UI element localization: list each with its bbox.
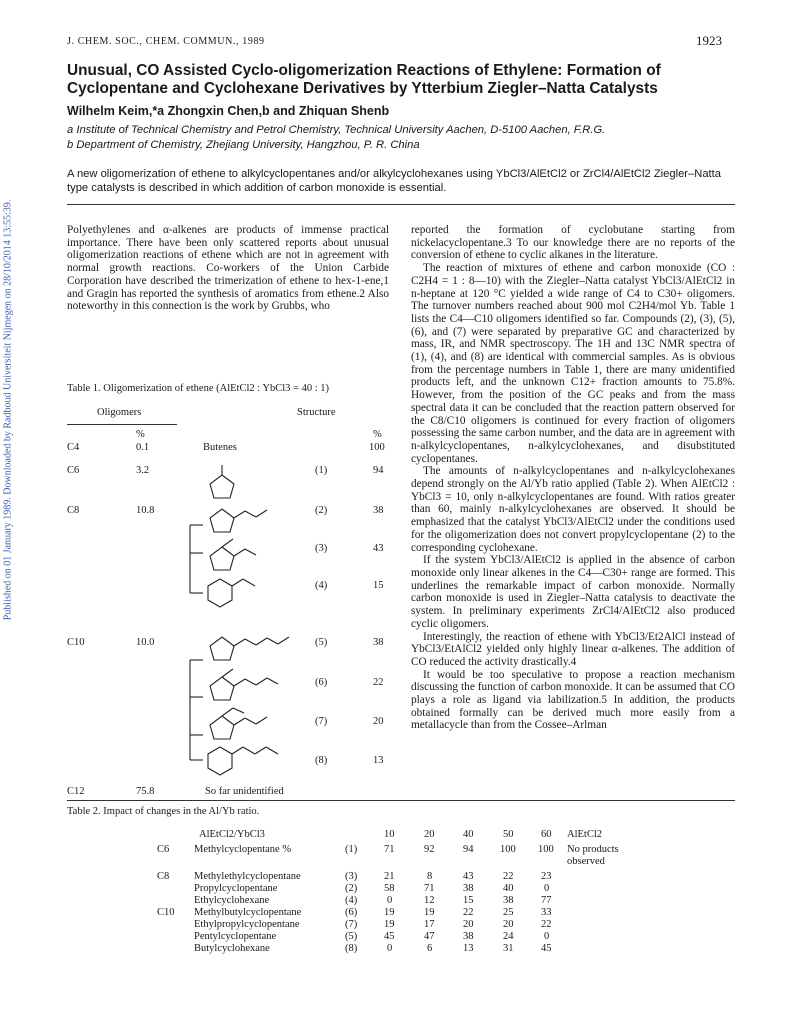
table2-cell: 24 <box>503 931 514 942</box>
table1-pct: 20 <box>373 716 384 727</box>
body-right-column <box>411 224 735 732</box>
table2-cell: 22 <box>463 907 474 918</box>
table2-cell: 77 <box>541 895 552 906</box>
table2-cell: 94 <box>463 844 474 855</box>
table2-cell: 13 <box>463 943 474 954</box>
page-number: 1923 <box>696 33 722 48</box>
table1-pct: 94 <box>373 465 384 476</box>
structure-8 <box>208 747 278 775</box>
table1-value: 10.0 <box>136 637 155 648</box>
table2-carbon: C6 <box>157 844 170 855</box>
table2-cell: 22 <box>541 919 552 930</box>
body-paragraph-3: The amounts of n-alkylcyclopentanes and n-alkylcyclohexanes depend strongly on the Al/Yb ratio applied (Table 2). When AlEtCl2 : YbCl3 = 10, only n-alkylcyclopentanes are found. With ratios greater than 60, mainly n-alkylcyclohexanes are observed. It should be emphasized that the catalyst YbCl3/AlEtCl2 under the conditions used for the oligomerization does not convert propylcyclopentane (2) to the corresponding cyclohexane. <box>411 465 735 554</box>
table1-label: (2) <box>315 505 328 516</box>
table2-ratio: 40 <box>463 829 474 840</box>
table2-cell: 45 <box>541 943 552 954</box>
body-paragraph-2: The reaction of mixtures of ethene and carbon monoxide (CO : C2H4 = 1 : 8—10) with the Ziegler–Natta catalyst YbCl3/AlEtCl2 in n-heptane at 120 °C yielded a wide range of C4 to C30+ oligomers. The turnover numbers reached about 900 mol C2H4/mol Yb. Table 1 lists the C4—C10 oligomers identified so far. Compounds (2), (3), (5), (6), and (7) were separated by preparative GC and characterized by mass, IR, and NMR spectroscopy. The 1H and 13C NMR spectra of (1), (4), and (8) are identical with commercial samples. As is obvious from the percentage numbers in Table 1, there are many unidentified products left, and the unknown C12+ fraction amounts to 75.8%. However, from the position of the GC peaks and from the mass spectral data it can be concluded that the reaction pattern observed for the C8/C10 oligomers is continued for every fraction of oligomers possessing the same carbon number, and the data are in agreement with n-alkylcyclopentanes, n-alkylcyclohexanes, and disubstituted cyclopentanes. <box>411 262 735 465</box>
table1-carbon: C6 <box>67 465 80 476</box>
intro-text <box>67 224 389 313</box>
table2-cell: 92 <box>424 844 435 855</box>
table2-cell: 100 <box>500 844 516 855</box>
table2-compound: Propylcyclopentane <box>194 883 278 894</box>
table2-compound: Methylethylcyclopentane <box>194 871 301 882</box>
table2-cell: 45 <box>384 931 395 942</box>
article-title: Unusual, CO Assisted Cyclo-oligomerization Reactions of Ethylene: Formation of Cyclopentane and Cyclohexane Derivatives by Ytterbium Ziegler–Natta Catalysts <box>67 62 661 97</box>
table1-carbon: C4 <box>67 442 80 453</box>
structure-7 <box>210 708 267 739</box>
table2-cell: 71 <box>384 844 395 855</box>
table2-label: (3) <box>345 871 358 882</box>
table1-pct: 15 <box>373 580 384 591</box>
table2-label: (2) <box>345 883 358 894</box>
provenance-sidebar <box>0 185 18 635</box>
structure-3 <box>210 539 256 570</box>
table2-cell: 8 <box>427 871 433 882</box>
intro-paragraph: Polyethylenes and α-alkenes are products of immense practical importance. There have been only scattered reports about unusual oligomerization reactions of ethene which are not in agreement with normal growth reactions. Co-workers of the Union Carbide Corporation have described the trimerization of ethene to hex-1-ene,1 and Gragin has reported the synthesis of aromatics from ethene.2 Also noteworthy in this connection is the work by Grubbs, who <box>67 224 389 313</box>
table1-label: (4) <box>315 580 328 591</box>
table2-ratio: 10 <box>384 829 395 840</box>
abstract: A new oligomerization of ethene to alkylcyclopentanes and/or alkylcyclohexanes using YbCl3/AlEtCl2 or ZrCl4/AlEtCl2 Ziegler–Natta type catalysts is described in which addition of carbon monoxide is essential. <box>67 168 721 194</box>
table2-cell: 19 <box>424 907 435 918</box>
table2-ratio-label: AlEtCl2/YbCl3 <box>199 829 265 840</box>
table2-cell: 17 <box>424 919 435 930</box>
table2-cell: 20 <box>463 919 474 930</box>
table1-value: 10.8 <box>136 505 155 516</box>
table2-cell: 20 <box>503 919 514 930</box>
bracket-c8 <box>190 525 203 593</box>
table2-cell: 19 <box>384 919 395 930</box>
table1-label: (6) <box>315 677 328 688</box>
table2-last-header: AlEtCl2 <box>567 829 603 840</box>
affiliation-b: b Department of Chemistry, Zhejiang University, Hangzhou, P. R. China <box>67 139 420 151</box>
table2-compound: Ethylcyclohexane <box>194 895 270 906</box>
body-paragraph-6: It would be too speculative to propose a reaction mechanism discussing the function of carbon monoxide. It can be assumed that CO plays a role as ligand via labilization.5 In addition, the products obtained formally can be derived much more easily from a metallacycle than from the Cossee–Arlman <box>411 668 735 732</box>
table1-label: (7) <box>315 716 328 727</box>
table2-cell: 15 <box>463 895 474 906</box>
provenance-text: Published on 01 January 1989. Downloaded by Radboud Universiteit Nijmegen on 28/10/2014 13:55:39. <box>2 199 14 621</box>
table2-cell: 38 <box>503 895 514 906</box>
table2-label: (7) <box>345 919 358 930</box>
table2-compound: Pentylcyclopentane <box>194 931 277 942</box>
table1-head-structure: Structure <box>297 407 336 418</box>
structure-6 <box>210 669 278 700</box>
table2-label: (8) <box>345 943 358 954</box>
table1-label: (5) <box>315 637 328 648</box>
structure-5 <box>210 637 289 660</box>
table1-caption: Table 1. Oligomerization of ethene (AlEtCl2 : YbCl3 = 40 : 1) <box>67 383 329 394</box>
table2-label: (5) <box>345 931 358 942</box>
table1-carbon: C12 <box>67 786 85 797</box>
table2-cell: 33 <box>541 907 552 918</box>
author-list: Wilhelm Keim,*a Zhongxin Chen,b and Zhiquan Shenb <box>67 104 390 118</box>
table2-cell: 47 <box>424 931 435 942</box>
table1-label: (8) <box>315 755 328 766</box>
table1-pct: 13 <box>373 755 384 766</box>
table2-cell: 21 <box>384 871 395 882</box>
table1-label: (1) <box>315 465 328 476</box>
table1-value: 3.2 <box>136 465 150 476</box>
table2-cell: 40 <box>503 883 514 894</box>
table2-cell: 71 <box>424 883 435 894</box>
table2-cell: 31 <box>503 943 514 954</box>
table1-structure-text: Butenes <box>203 442 237 453</box>
table2-compound: Butylcyclohexane <box>194 943 270 954</box>
table2-label: (6) <box>345 907 358 918</box>
table2-top-rule <box>67 800 735 801</box>
table2-cell: 0 <box>544 883 550 894</box>
journal-header: J. CHEM. SOC., CHEM. COMMUN., 1989 <box>67 36 265 47</box>
table1-pct: 38 <box>373 637 384 648</box>
bracket-c10 <box>190 660 203 760</box>
table2-cell: 38 <box>463 883 474 894</box>
table2-cell: 100 <box>538 844 554 855</box>
table1-structures <box>175 455 375 785</box>
table1-pct: 43 <box>373 543 384 554</box>
affiliation-a: a Institute of Technical Chemistry and Petrol Chemistry, Technical University Aachen, D-5100 Aachen, F.R.G. <box>67 124 606 136</box>
table2-compound: Methylbutylcyclopentane <box>194 907 302 918</box>
abstract-rule <box>67 204 735 205</box>
table2-label: (1) <box>345 844 358 855</box>
structure-2 <box>210 509 267 532</box>
table2-cell: 0 <box>387 895 393 906</box>
table2-cell: 0 <box>387 943 393 954</box>
table2-no-products: No products observed <box>567 844 619 867</box>
body-paragraph-1: reported the formation of cyclobutane starting from nickelacyclopentane.3 To our knowledge there are no reports of the conversion of ethene to cyclic alkanes in the literature. <box>411 224 735 262</box>
structure-1 <box>210 465 234 498</box>
table1-pct: 100 <box>369 442 385 453</box>
table2-cell: 38 <box>463 931 474 942</box>
table1-head-oligomers: Oligomers <box>97 407 142 418</box>
table1-label: (3) <box>315 543 328 554</box>
table1-value: 75.8 <box>136 786 155 797</box>
table1-pct-head: % <box>136 429 145 440</box>
table2-carbon: C8 <box>157 871 170 882</box>
table2-cell: 22 <box>503 871 514 882</box>
table1-pct: 22 <box>373 677 384 688</box>
table2-ratio: 50 <box>503 829 514 840</box>
table2-compound: Methylcyclopentane % <box>194 844 292 855</box>
table1-pct-head-right: % <box>373 429 382 440</box>
table2-cell: 43 <box>463 871 474 882</box>
table2-cell: 12 <box>424 895 435 906</box>
table1-pct: 38 <box>373 505 384 516</box>
table1-value: 0.1 <box>136 442 150 453</box>
structure-4 <box>208 579 255 607</box>
table2-cell: 58 <box>384 883 395 894</box>
table2-label: (4) <box>345 895 358 906</box>
table2-cell: 0 <box>544 931 550 942</box>
table2-ratio: 60 <box>541 829 552 840</box>
table2-compound: Ethylpropylcyclopentane <box>194 919 300 930</box>
table1-structure-text: So far unidentified <box>205 786 284 797</box>
table2-ratio: 20 <box>424 829 435 840</box>
table2-cell: 6 <box>427 943 433 954</box>
table2-cell: 23 <box>541 871 552 882</box>
table1-carbon: C10 <box>67 637 85 648</box>
table2-caption: Table 2. Impact of changes in the Al/Yb ratio. <box>67 806 260 817</box>
body-paragraph-4: If the system YbCl3/AlEtCl2 is applied in the absence of carbon monoxide only linear alkenes in the C4—C30+ range are formed. This underlines the remarkable impact of carbon monoxide. Normally carbon monoxide is used in Ziegler–Natta catalysis to deactivate the system. In preliminary experiments ZrCl4/AlEtCl2 also produced cyclic oligomers. <box>411 554 735 630</box>
table2-cell: 19 <box>384 907 395 918</box>
table1-carbon: C8 <box>67 505 80 516</box>
body-paragraph-5: Interestingly, the reaction of ethene with YbCl3/Et2AlCl instead of YbCl3/EtAlCl2 yielded only highly linear α-alkenes. The addition of CO reduced the activity drastically.4 <box>411 630 735 668</box>
table2-carbon: C10 <box>157 907 175 918</box>
table1-head-rule <box>67 424 177 425</box>
table2-cell: 25 <box>503 907 514 918</box>
